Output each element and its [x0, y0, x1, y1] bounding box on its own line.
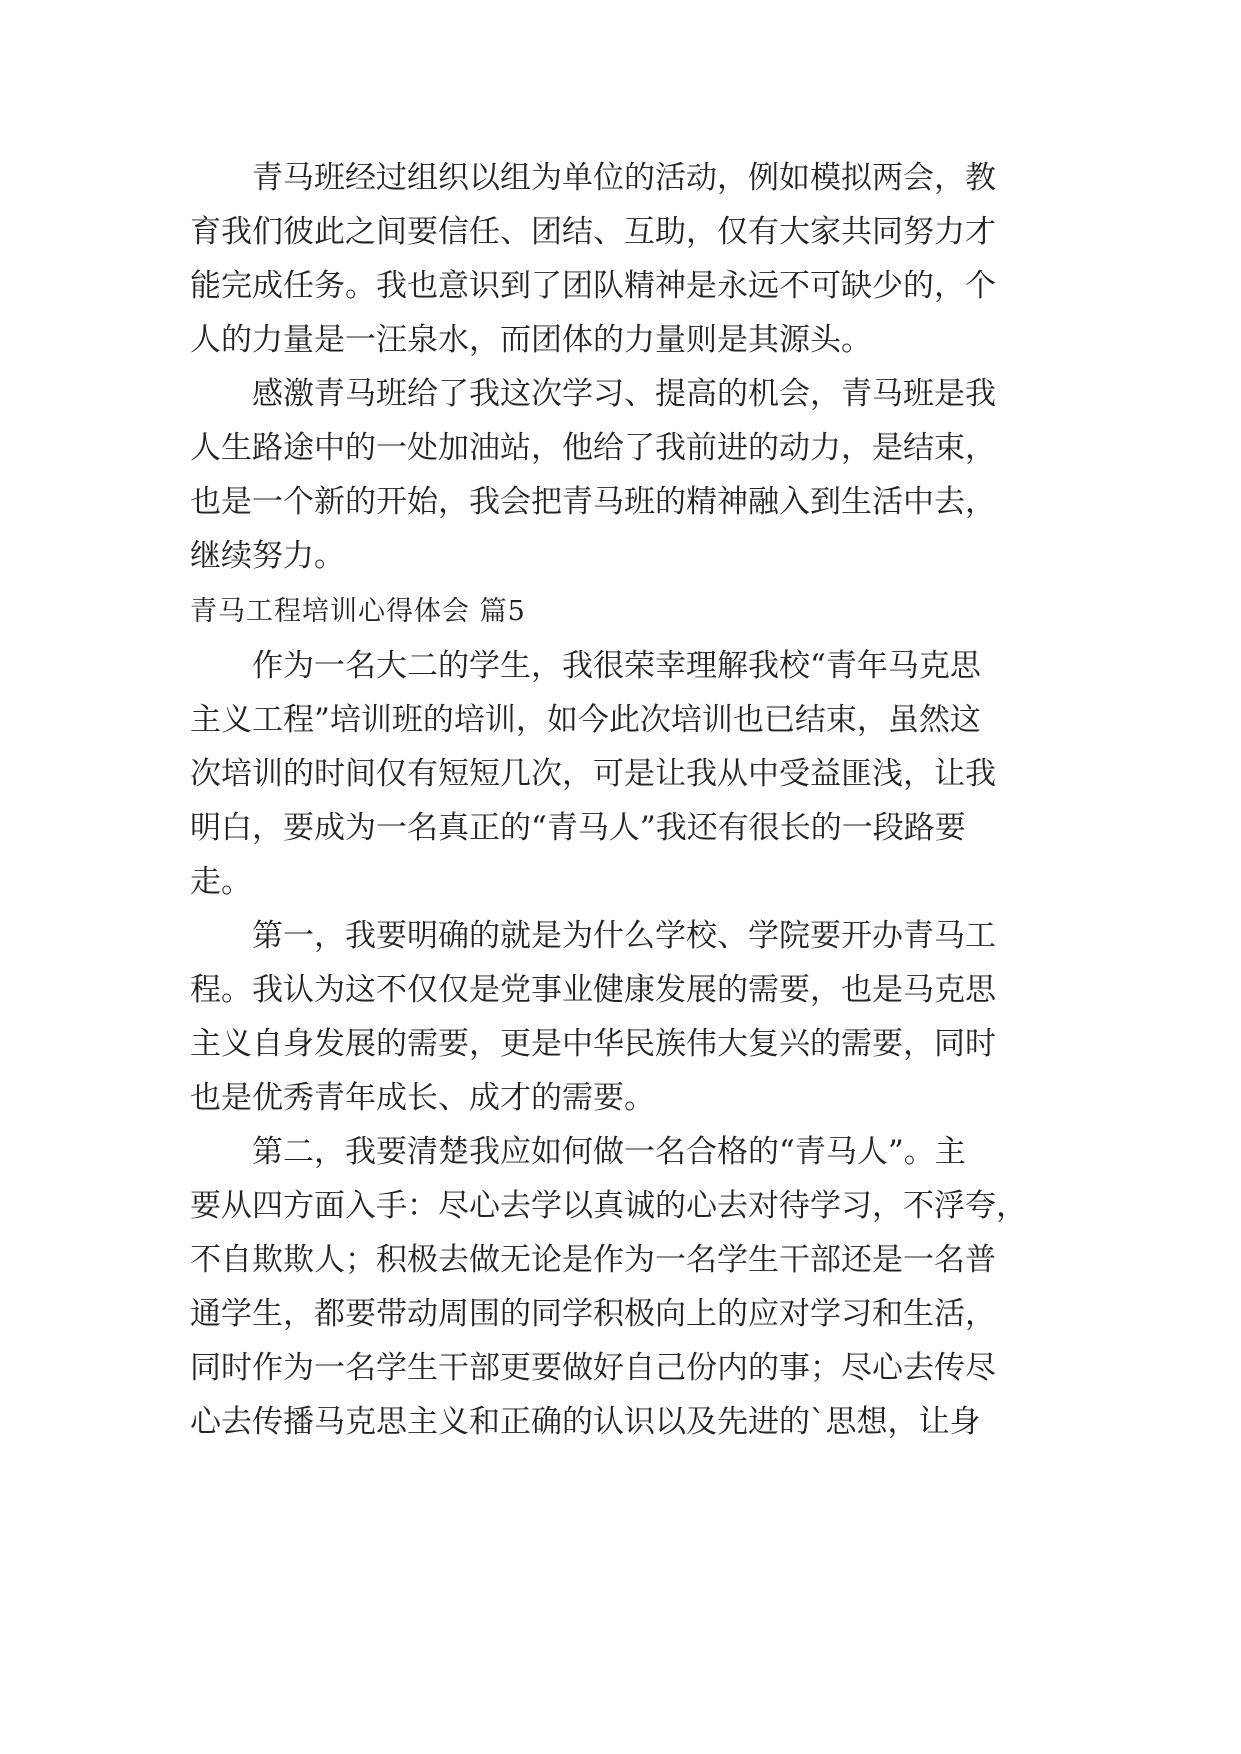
section-paragraph-1-line-4: 明白，要成为一名真正的“青马人”我还有很长的一段路要 [190, 810, 966, 846]
section-paragraph-3-line-6: 心去传播马克思主义和正确的认识以及先进的`思想，让身 [190, 1404, 981, 1440]
section-paragraph-3-line-2: 要从四方面入手：尽心去学以真诚的心去对待学习，不浮夸， [190, 1188, 1027, 1224]
paragraph-1-line-2: 育我们彼此之间要信任、团结、互助，仅有大家共同努力才 [190, 214, 996, 250]
paragraph-2-line-2: 人生路途中的一处加油站，他给了我前进的动力，是结束， [190, 430, 996, 466]
paragraph-1-line-4: 人的力量是一汪泉水，而团体的力量则是其源头。 [190, 322, 872, 358]
section-paragraph-3-line-1: 第二，我要清楚我应如何做一名合格的“青马人”。主 [190, 1134, 966, 1170]
paragraph-2-line-1: 感激青马班给了我这次学习、提高的机会，青马班是我 [190, 376, 996, 412]
section-paragraph-1-line-5: 走。 [190, 864, 252, 900]
paragraph-1-line-1: 青马班经过组织以组为单位的活动，例如模拟两会，教 [190, 160, 996, 196]
paragraph-2-line-4: 继续努力。 [190, 538, 345, 574]
paragraph-2-line-3: 也是一个新的开始，我会把青马班的精神融入到生活中去， [190, 484, 996, 520]
section-heading: 青马工程培训心得体会 篇5 [190, 596, 526, 627]
section-paragraph-3-line-5: 同时作为一名学生干部更要做好自己份内的事；尽心去传尽 [190, 1350, 996, 1386]
section-paragraph-3-line-4: 通学生，都要带动周围的同学积极向上的应对学习和生活， [190, 1296, 996, 1332]
section-paragraph-2-line-4: 也是优秀青年成长、成才的需要。 [190, 1080, 655, 1116]
paragraph-1-line-3: 能完成任务。我也意识到了团队精神是永远不可缺少的，个 [190, 268, 996, 304]
section-paragraph-1-line-2: 主义工程”培训班的培训，如今此次培训也已结束，虽然这 [190, 702, 981, 738]
section-paragraph-2-line-3: 主义自身发展的需要，更是中华民族伟大复兴的需要，同时 [190, 1026, 996, 1062]
section-paragraph-2-line-1: 第一，我要明确的就是为什么学校、学院要开办青马工 [190, 918, 996, 954]
section-paragraph-1-line-3: 次培训的时间仅有短短几次，可是让我从中受益匪浅，让我 [190, 756, 996, 792]
section-paragraph-1-line-1: 作为一名大二的学生，我很荣幸理解我校“青年马克思 [190, 648, 981, 684]
section-paragraph-3-line-3: 不自欺欺人；积极去做无论是作为一名学生干部还是一名普 [190, 1242, 996, 1278]
section-paragraph-2-line-2: 程。我认为这不仅仅是党事业健康发展的需要，也是马克思 [190, 972, 996, 1008]
